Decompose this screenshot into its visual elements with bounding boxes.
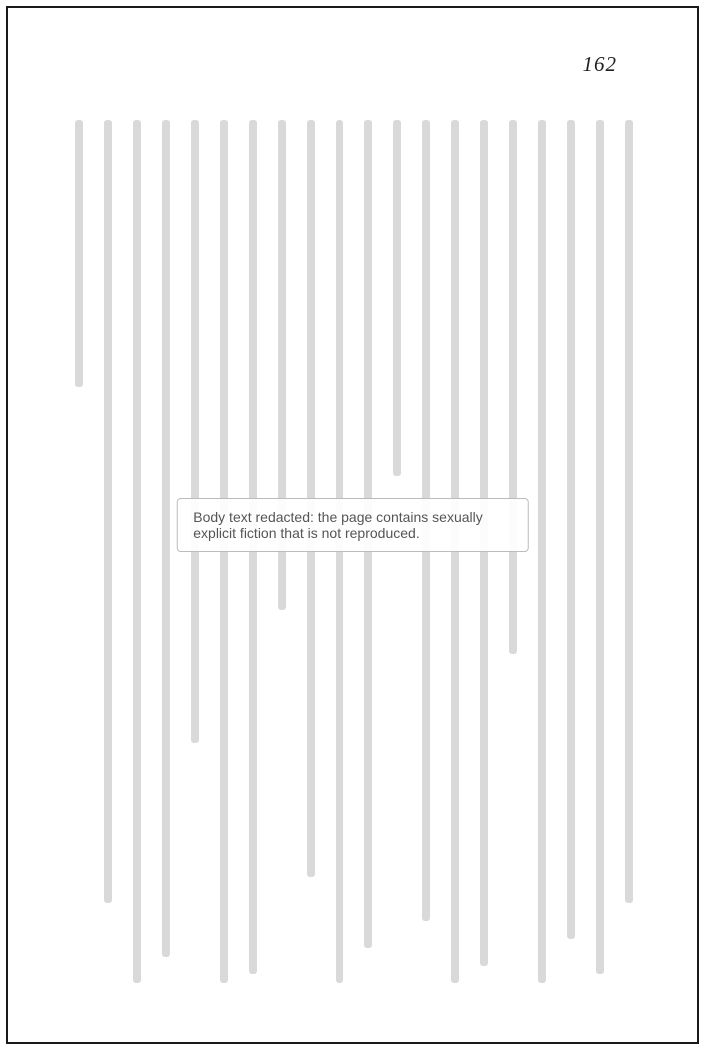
page-number: 162 <box>582 52 617 76</box>
redacted-text-line <box>104 120 112 903</box>
redacted-text-line <box>393 120 401 476</box>
redacted-text-line <box>162 120 170 957</box>
redacted-text-line <box>567 120 575 939</box>
redacted-text-line <box>133 120 141 983</box>
redacted-text-line <box>538 120 546 983</box>
redacted-text-line <box>509 120 517 654</box>
redacted-text-line <box>191 120 199 743</box>
redacted-text-line <box>75 120 83 387</box>
vertical-text-block <box>68 120 633 1010</box>
redacted-text-line <box>625 120 633 903</box>
redacted-text-line <box>596 120 604 974</box>
redaction-notice: Body text redacted: the page contains sexually explicit fiction that is not reproduced. <box>176 498 529 552</box>
